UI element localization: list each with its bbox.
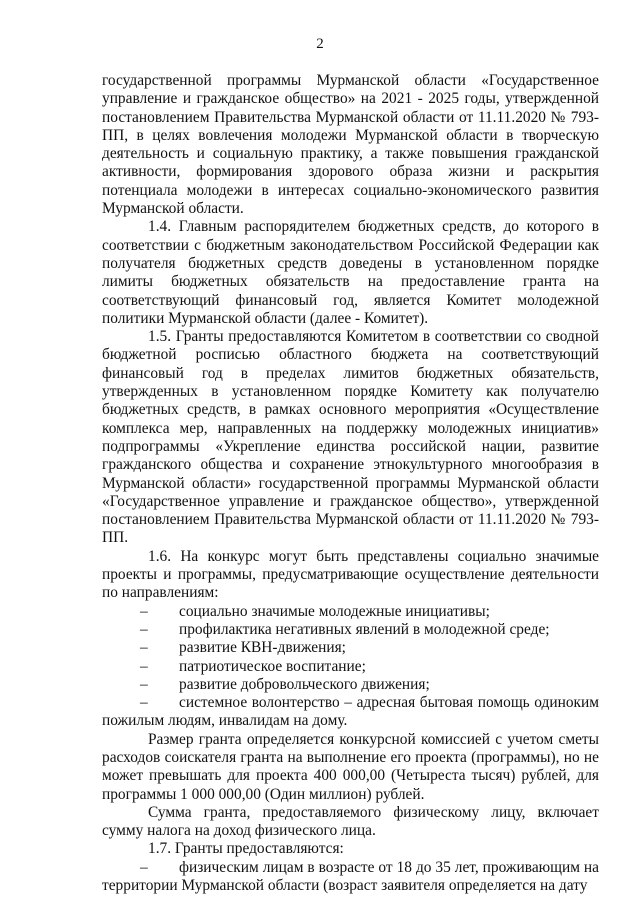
paragraph-1-4: 1.4. Главным распорядителем бюджетных средств, до которого в соответствии с бюджетным законодательством Российской Федерации как получателя бюджетных средств доведены в установленном порядке лимиты бюджетных обязательств на предоставление гранта на соответствующий финансовый год, является Комитет молодежной политики Мурманской области (далее - Комитет).	[102, 218, 599, 327]
paragraph-intro: государственной программы Мурманской области «Государственное управление и гражданское общество» на 2021 - 2025 годы, утвержденной постановлением Правительства Мурманской области от 11.11.2020 № 793-ПП, в целях вовлечения молодежи Мурманской области в творческую деятельность и социальную практику, а также повышения гражданской активности, формирования здорового образа жизни и раскрытия потенциала молодежи в интересах социально-экономического развития Мурманской области.	[102, 72, 599, 218]
list-item	[102, 676, 599, 694]
list-dash: –	[140, 694, 148, 712]
list-item-wrapped	[102, 859, 599, 896]
paragraph-grant-tax: Сумма гранта, предоставляемого физическому лицу, включает сумму налога на доход физического лица.	[102, 803, 599, 840]
list-dash: –	[140, 858, 148, 876]
list-item-wrapped	[102, 694, 599, 731]
list-dash: –	[140, 675, 148, 693]
paragraph-1-7: 1.7. Гранты предоставляются:	[148, 840, 344, 858]
paragraph-grant-size: Размер гранта определяется конкурсной комиссией с учетом сметы расходов соискателя гранта на выполнение его проекта (программы), но не может превышать для проекта 400 000,00 (Четыреста тысяч) рублей, для программы 1 000 000,00 (Один миллион) рублей.	[102, 730, 599, 803]
list-item-text: развитие добровольческого движения;	[179, 675, 430, 693]
page-number: 2	[316, 36, 324, 52]
list-dash: –	[140, 657, 148, 675]
paragraph-1-5: 1.5. Гранты предоставляются Комитетом в соответствии со сводной бюджетной росписью областного бюджета на соответствующий финансовый год в пределах лимитов бюджетных обязательств, утвержденных в установленном порядке Комитету как получателю бюджетных средств, в рамках основного мероприятия «Осуществление комплекса мер, направленных на поддержку молодежных инициатив» подпрограммы «Укрепление единства российской нации, развитие гражданского общества и сохранение этнокультурного многообразия в Мурманской области» государственной программы Мурманской области «Государственное управление и гражданское общество», утвержденной постановлением Правительства Мурманской области от 11.11.2020 № 793-ПП.	[102, 328, 599, 547]
list-item	[102, 621, 599, 639]
list-item	[102, 658, 599, 676]
list-dash: –	[140, 602, 148, 620]
list-item	[102, 603, 599, 621]
list-item-text: патриотическое воспитание;	[179, 657, 366, 675]
list-item-text: развитие КВН-движения;	[179, 639, 346, 657]
paragraph-1-6: 1.6. На конкурс могут быть представлены социально значимые проекты и программы, предусматривающие осуществление деятельности по направлениям:	[102, 547, 599, 602]
list-item-text: профилактика негативных явлений в молодежной среде;	[179, 620, 550, 638]
list-dash: –	[140, 620, 148, 638]
list-dash: –	[140, 639, 148, 657]
list-item-text: физическим лицам в возрасте от 18 до 35 лет, проживающим на территории Мурманской области (возраст заявителя определяется на дату	[102, 858, 599, 895]
list-item-text: социально значимые молодежные инициативы;	[179, 602, 490, 620]
document-body	[102, 72, 599, 895]
list-item-text: системное волонтерство – адресная бытовая помощь одиноким пожилым людям, инвалидам на дому.	[102, 694, 599, 730]
list-item	[102, 639, 599, 657]
